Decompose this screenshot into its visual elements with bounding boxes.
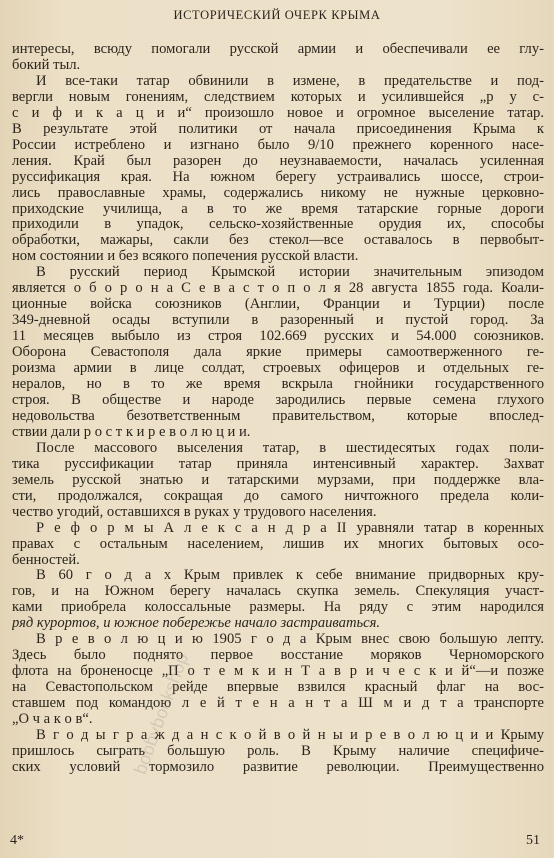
text-line: вергли новым гонениям, следствием которых и усилившейся „р у с-	[12, 89, 544, 105]
text-line: бенностей.	[12, 552, 80, 568]
text-line: ставшем под командою л е й т е н а н т а Ш м и д т а транспорте	[12, 696, 544, 712]
text-line: ряд курортов, и южное побережье начало застраиваться.	[12, 616, 381, 632]
text-line: „О ч а к о в“.	[12, 712, 93, 728]
text-line: В 60 г о д а х Крым привлек к себе внимание придворных кру-	[36, 568, 544, 584]
running-header: ИСТОРИЧЕСКИЙ ОЧЕРК КРЫМА	[173, 8, 381, 22]
text-line: приходские училища, а в то же время татарские горные дороги	[12, 201, 544, 217]
text-line: приходили в упадок, сельско-хозяйственные орудия их, способы	[12, 217, 544, 233]
text-line: чество угодий, оставшихся в руках у трудового населения.	[12, 504, 377, 520]
text-line: обработки, мажары, сакли без стекол—все оставалось в первобыт-	[12, 233, 544, 249]
text-line: пришлось сыграть большую роль. В Крыму наличие специфиче-	[12, 743, 544, 759]
watermark: bobbybookshop	[130, 650, 193, 777]
text-line: руссификация края. На южном берегу устраивались шоссе, строи-	[12, 169, 544, 185]
text-line: бокий тыл.	[12, 57, 81, 73]
text-line: 349-дневной осады вступили в разоренный и пустой город. За	[12, 313, 544, 329]
text-line: гов, и на Южном берегу началась скупка земель. Спекуляция участ-	[12, 584, 544, 600]
text-line: сти, продолжался, сокращая до самого ничтожного предела коли-	[12, 488, 544, 504]
text-line: тика руссификации татар приняла интенсивный характер. Захват	[12, 456, 544, 472]
text-line: И все-таки татар обвинили в измене, в предательстве и под-	[36, 73, 544, 89]
text-line: на Севастопольском рейде впервые взвился красный флаг на вос-	[12, 680, 544, 696]
text-line: В русский период Крымской истории значительным эпизодом	[36, 265, 544, 281]
text-line: недовольства безответственным правительством, которые впослед-	[12, 408, 544, 424]
text-line: Оборона Севастополя дала яркие примеры самоотверженного ге-	[12, 345, 544, 361]
text-line: 11 месяцев выбыло из строя 102.669 русских и 54.000 союзников.	[12, 329, 544, 345]
text-line: интересы, всюду помогали русской армии и обеспечивали ее глу-	[12, 42, 544, 57]
page-number: 51	[526, 833, 540, 848]
signature-mark: 4*	[10, 833, 24, 848]
text-line: ских условий тормозило развитие революции. Преимущественно	[12, 759, 544, 775]
text-line: В г о д ы г р а ж д а н с к о й в о й н ы и р е в о л ю ц и и Крыму	[36, 727, 544, 743]
text-line: ствии дали р о с т к и р е в о л ю ц и и.	[12, 424, 251, 440]
text-line: является о б о р о н а С е в а с т о п о л я 28 августа 1855 года. Коали-	[12, 281, 544, 297]
text-line: флота на броненосце „П о т е м к и н Т а в р и ч е с к и й“—и позже	[12, 664, 544, 680]
text-line: правах с остальным населением, лишив их многих бытовых осо-	[12, 536, 544, 552]
text-line: лись православные храмы, содержались никому не нужные церковно-	[12, 185, 544, 201]
text-line: Р е ф о р м ы А л е к с а н д р а II уравняли татар в коренных	[36, 520, 544, 536]
text-line: После массового выселения татар, в шестидесятых годах поли-	[36, 440, 544, 456]
text-line: строя. В обществе и народе зародились первые семена глухого	[12, 392, 544, 408]
text-line: ками приобрела колоссальные размеры. На ряду с этим народился	[12, 600, 544, 616]
text-line: земель русской знатью и татарскими мурзами, при поддержке вла-	[12, 472, 544, 488]
text-line: В р е в о л ю ц и ю 1905 г о д а Крым внес свою большую лепту.	[36, 632, 544, 648]
text-line: нералов, но в то же время вскрыла гнойники государственного	[12, 377, 544, 393]
text-line: роизма армии в лице солдат, строевых офицеров и отдельных ге-	[12, 361, 544, 377]
text-line: ном состоянии и без всякого попечения русской власти.	[12, 249, 359, 265]
text-line: России истреблено и изгнано было 9/10 прежнего коренного насе-	[12, 137, 544, 153]
text-line: ционные войска союзников (Англии, Франции и Турции) после	[12, 297, 544, 313]
text-line: В результате этой политики от начала присоединения Крыма к	[12, 121, 544, 137]
text-line: Здесь было поднято первое восстание моряков Черноморского	[12, 648, 544, 664]
text-line: с и ф и к а ц и и“ произошло новое и огромное выселение татар.	[12, 105, 544, 121]
body-text	[12, 42, 544, 776]
text-line: ления. Край был разорен до неузнаваемости, началась усиленная	[12, 153, 544, 169]
